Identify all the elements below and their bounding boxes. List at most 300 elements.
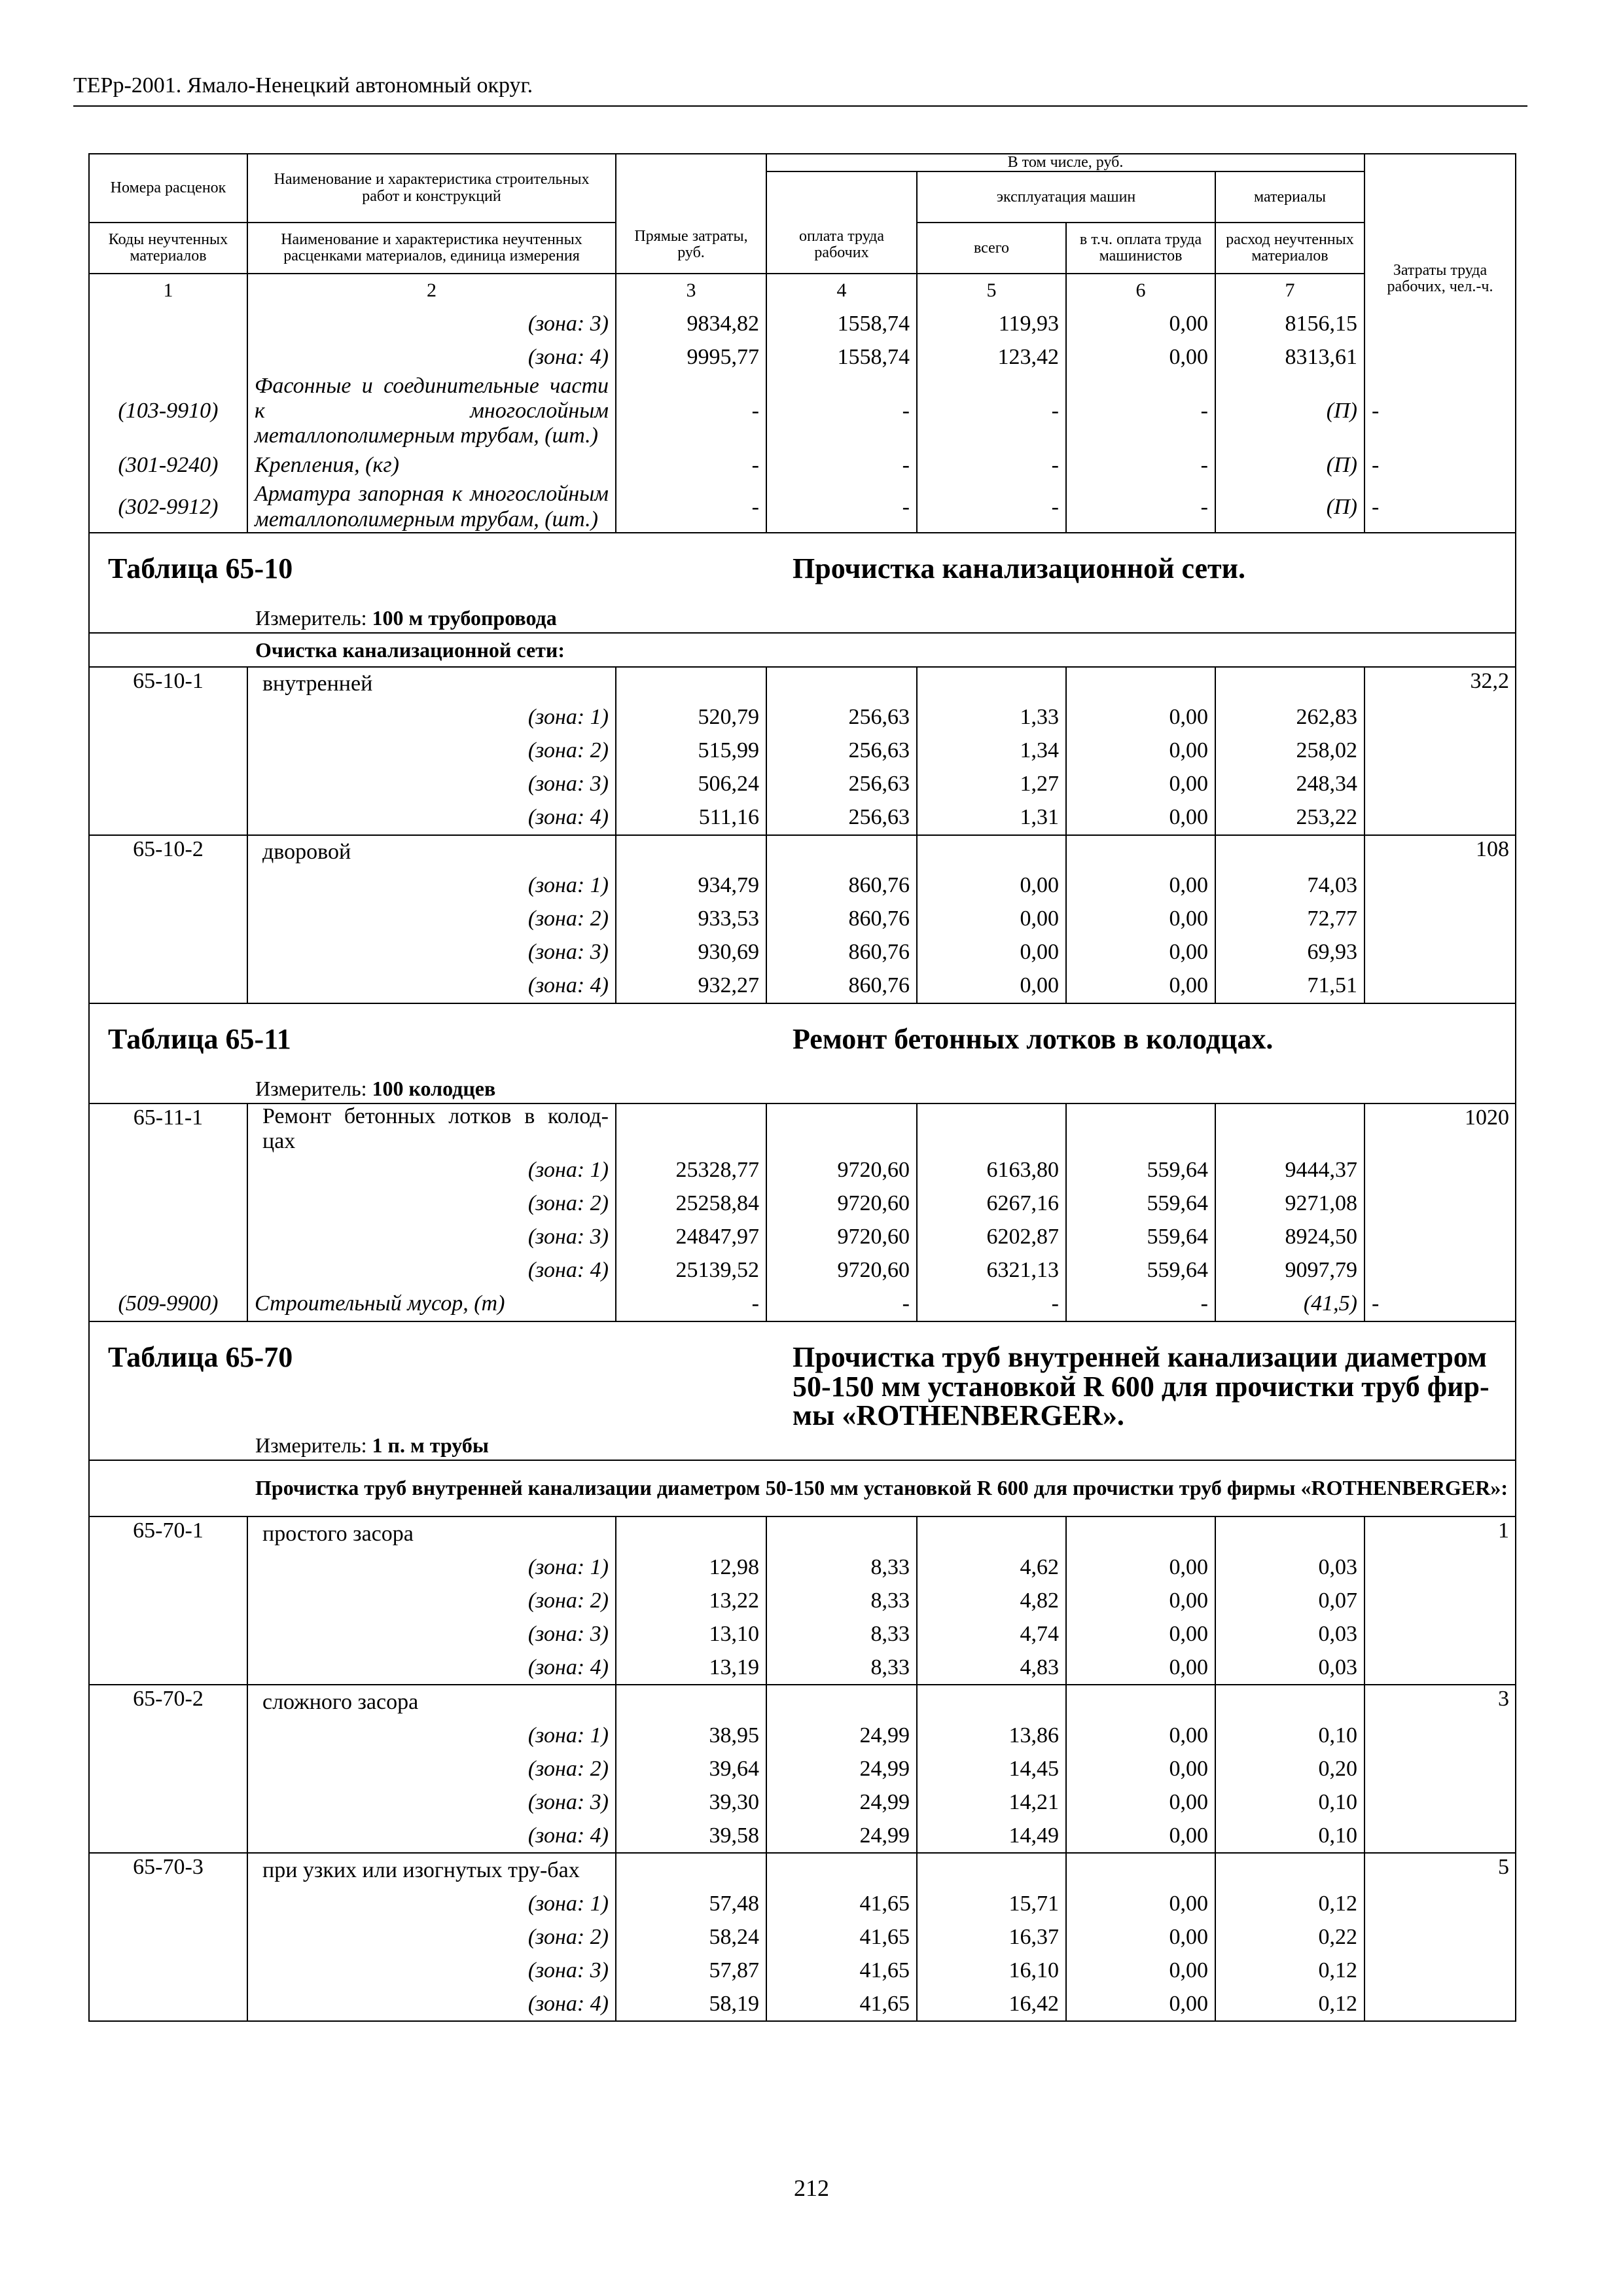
- zone-row: [89, 1154, 1516, 1187]
- table-title-row: [89, 554, 1516, 603]
- item-row: [89, 1685, 1516, 1719]
- value-cell: 9720,60: [766, 1221, 917, 1254]
- value-cell: 41,65: [766, 1954, 917, 1987]
- value-cell: 13,19: [616, 1651, 766, 1685]
- zone-label: (зона: 2): [247, 734, 616, 768]
- zone-label: (зона: 1): [247, 1887, 616, 1920]
- value-cell: 0,00: [917, 869, 1066, 903]
- empty-cell: [616, 1853, 766, 1887]
- measure-cell: [247, 603, 1516, 633]
- value-cell: 1,31: [917, 801, 1066, 835]
- value-cell: 6321,13: [917, 1254, 1066, 1287]
- value-cell: 0,10: [1215, 1785, 1364, 1819]
- dash-cell: -: [1364, 482, 1516, 532]
- item-row: [89, 835, 1516, 869]
- table-label: Таблица 65-11: [108, 1024, 291, 1055]
- rate-code: 65-70-2: [89, 1685, 247, 1853]
- rate-code: 65-10-1: [89, 667, 247, 835]
- header-rule: [73, 105, 1527, 107]
- zone-row: [89, 969, 1516, 1003]
- labor-cost: 5: [1364, 1853, 1516, 2021]
- value-cell: 932,27: [616, 969, 766, 1003]
- dash-cell: -: [917, 1287, 1066, 1321]
- value-cell: 4,74: [917, 1617, 1066, 1651]
- col-numbers-row: [89, 274, 1516, 307]
- value-cell: 520,79: [616, 701, 766, 734]
- rates-table: [88, 153, 1516, 2022]
- value-cell: 9097,79: [1215, 1254, 1364, 1287]
- zone-label: (зона: 3): [247, 1617, 616, 1651]
- value-cell: 8313,61: [1215, 340, 1364, 374]
- dash-cell: -: [917, 374, 1066, 448]
- col-number: 1: [89, 274, 247, 307]
- value-cell: 8,33: [766, 1584, 917, 1617]
- rate-code: 65-11-1: [89, 1103, 247, 1287]
- value-cell: 0,00: [1066, 1887, 1215, 1920]
- material-code: (103-9910): [118, 399, 219, 423]
- value-cell: 0,00: [1066, 307, 1215, 340]
- table-title-cell: [766, 1343, 1516, 1431]
- value-cell: 0,00: [1066, 801, 1215, 835]
- value-cell: 9720,60: [766, 1154, 917, 1187]
- dash-cell: -: [766, 482, 917, 532]
- value-cell: 0,00: [917, 903, 1066, 936]
- value-cell: 0,00: [1066, 701, 1215, 734]
- material-qty: (41,5): [1215, 1287, 1364, 1321]
- zone-row: [89, 1187, 1516, 1221]
- value-cell: 0,20: [1215, 1752, 1364, 1785]
- empty-cell: [766, 1516, 917, 1551]
- zone-row: [89, 1617, 1516, 1651]
- labor-cost: 3: [1364, 1685, 1516, 1853]
- value-cell: 72,77: [1215, 903, 1364, 936]
- zone-row: [89, 701, 1516, 734]
- material-code: (301-9240): [118, 452, 219, 477]
- value-cell: 69,93: [1215, 936, 1364, 969]
- value-cell: 0,12: [1215, 1887, 1364, 1920]
- table-title-cell: [766, 554, 1516, 603]
- value-cell: 511,16: [616, 801, 766, 835]
- zone-row: [89, 1987, 1516, 2021]
- value-cell: 39,64: [616, 1752, 766, 1785]
- spacer: [89, 533, 1516, 554]
- value-cell: 8924,50: [1215, 1221, 1364, 1254]
- measure-row: [89, 1431, 1516, 1460]
- measure-cell: [247, 1431, 1516, 1460]
- work-name: сложного засора: [247, 1685, 616, 1719]
- col-head-including: В том числе, руб.: [766, 154, 1364, 171]
- zone-row: [89, 936, 1516, 969]
- dash-cell: -: [1364, 1287, 1516, 1321]
- value-cell: 256,63: [766, 701, 917, 734]
- value-cell: 9834,82: [616, 307, 766, 340]
- value-cell: 4,82: [917, 1584, 1066, 1617]
- dash-cell: -: [616, 448, 766, 482]
- value-cell: 9720,60: [766, 1187, 917, 1221]
- value-cell: 57,87: [616, 1954, 766, 1987]
- value-cell: 860,76: [766, 969, 917, 1003]
- value-cell: 0,00: [917, 936, 1066, 969]
- value-cell: 0,00: [1066, 1617, 1215, 1651]
- empty-cell: [917, 667, 1066, 701]
- value-cell: 559,64: [1066, 1254, 1215, 1287]
- empty-cell: [1215, 1685, 1364, 1719]
- zone-row: [89, 869, 1516, 903]
- group-spacer: [89, 1460, 247, 1516]
- measure-prefix: Измеритель:: [255, 1433, 367, 1458]
- value-cell: 41,65: [766, 1987, 917, 2021]
- value-cell: 16,10: [917, 1954, 1066, 1987]
- zone-label: (зона: 4): [247, 1651, 616, 1685]
- empty-cell: [1066, 1516, 1215, 1551]
- value-cell: 119,93: [917, 307, 1066, 340]
- value-cell: 15,71: [917, 1887, 1066, 1920]
- value-cell: 256,63: [766, 768, 917, 801]
- zone-label: (зона: 4): [247, 969, 616, 1003]
- value-cell: 506,24: [616, 768, 766, 801]
- value-cell: 559,64: [1066, 1187, 1215, 1221]
- col-head-incl-operators: в т.ч. оплата труда машинистов: [1066, 223, 1215, 274]
- table-label: Таблица 65-70: [108, 1342, 293, 1373]
- col-head-unacc-materials: расход неучтенных материалов: [1215, 223, 1364, 274]
- zone-row: [89, 1752, 1516, 1785]
- empty-cell: [616, 1103, 766, 1154]
- value-cell: 38,95: [616, 1719, 766, 1752]
- value-cell: 0,03: [1215, 1551, 1364, 1584]
- value-cell: 256,63: [766, 734, 917, 768]
- work-name: дворовой: [247, 835, 616, 869]
- value-cell: 0,00: [1066, 340, 1215, 374]
- value-cell: 248,34: [1215, 768, 1364, 801]
- zone-label: (зона: 1): [247, 1154, 616, 1187]
- value-cell: 71,51: [1215, 969, 1364, 1003]
- value-cell: 123,42: [917, 340, 1066, 374]
- zone-label: (зона: 3): [247, 768, 616, 801]
- value-cell: 13,86: [917, 1719, 1066, 1752]
- value-cell: 41,65: [766, 1920, 917, 1954]
- empty-labor: [1364, 307, 1516, 374]
- col-number: 6: [1066, 274, 1215, 307]
- empty-cell: [1215, 1853, 1364, 1887]
- empty-cell: [766, 1103, 917, 1154]
- table-title: Прочистка канализационной сети.: [793, 554, 1246, 584]
- item-row: [89, 1853, 1516, 1887]
- material-code: (509-9900): [118, 1291, 219, 1316]
- dash-cell: -: [917, 482, 1066, 532]
- table-title-cell: [766, 1025, 1516, 1074]
- value-cell: 8,33: [766, 1651, 917, 1685]
- labor-cost: 108: [1364, 835, 1516, 1003]
- value-cell: 9271,08: [1215, 1187, 1364, 1221]
- value-cell: 0,00: [1066, 1987, 1215, 2021]
- value-cell: 253,22: [1215, 801, 1364, 835]
- table-title-row: [89, 1343, 1516, 1431]
- col-number: 5: [917, 274, 1066, 307]
- value-cell: 13,22: [616, 1584, 766, 1617]
- labor-cost: 1: [1364, 1516, 1516, 1685]
- value-cell: 39,30: [616, 1785, 766, 1819]
- value-cell: 41,65: [766, 1887, 917, 1920]
- material-name: Строительный мусор, (т): [247, 1287, 616, 1321]
- value-cell: 0,22: [1215, 1920, 1364, 1954]
- spacer: [89, 1003, 1516, 1025]
- col-head-total: всего: [917, 223, 1066, 274]
- zone-label: (зона: 4): [247, 1819, 616, 1853]
- value-cell: 24,99: [766, 1819, 917, 1853]
- value-cell: 9444,37: [1215, 1154, 1364, 1187]
- value-cell: 0,00: [1066, 1584, 1215, 1617]
- spacer-row: [89, 1321, 1516, 1343]
- value-cell: 24,99: [766, 1785, 917, 1819]
- material-row: [89, 482, 1516, 532]
- value-cell: 559,64: [1066, 1221, 1215, 1254]
- empty-cell: [1066, 835, 1215, 869]
- empty-cell: [766, 667, 917, 701]
- empty-cell: [766, 835, 917, 869]
- zone-row: [89, 1719, 1516, 1752]
- zone-label: (зона: 4): [247, 340, 616, 374]
- col-head-name: Наименование и характеристика строительных работ и конструкций: [247, 154, 616, 223]
- zone-label: (зона: 2): [247, 1187, 616, 1221]
- value-cell: 8,33: [766, 1551, 917, 1584]
- zone-label: (зона: 3): [247, 936, 616, 969]
- zone-row: [89, 903, 1516, 936]
- dash-cell: -: [1364, 374, 1516, 448]
- zone-label: (зона: 1): [247, 1551, 616, 1584]
- empty-cell: [1066, 1853, 1215, 1887]
- material-code: (302-9912): [118, 494, 219, 519]
- empty-cell: [616, 1516, 766, 1551]
- material-row: [89, 374, 1516, 448]
- col-number: 7: [1215, 274, 1364, 307]
- zone-row: [89, 1954, 1516, 1987]
- value-cell: 6163,80: [917, 1154, 1066, 1187]
- group-title: Прочистка труб внутренней канализации диаметром 50-150 мм установкой R 600 для прочистки труб фирмы «ROTHENBERGER»:: [247, 1460, 1516, 1516]
- value-cell: 0,07: [1215, 1584, 1364, 1617]
- material-row: [89, 448, 1516, 482]
- value-cell: 0,00: [1066, 1954, 1215, 1987]
- empty-cell: [917, 1685, 1066, 1719]
- zone-label: (зона: 3): [247, 1221, 616, 1254]
- table-label-cell: [89, 554, 766, 603]
- zone-label: (зона: 4): [247, 801, 616, 835]
- value-cell: 57,48: [616, 1887, 766, 1920]
- value-cell: 74,03: [1215, 869, 1364, 903]
- zone-label: (зона: 1): [247, 1719, 616, 1752]
- value-cell: 258,02: [1215, 734, 1364, 768]
- measure-row: [89, 603, 1516, 633]
- col-head-direct: Прямые затраты, руб.: [616, 154, 766, 274]
- col-head-rates: Номера расценок: [110, 179, 226, 196]
- empty-cell: [766, 1853, 917, 1887]
- item-row: [89, 1103, 1516, 1154]
- item-row: [89, 667, 1516, 701]
- empty-cell: [1066, 1103, 1215, 1154]
- empty-cell: [917, 1516, 1066, 1551]
- zone-row: [89, 1254, 1516, 1287]
- value-cell: 4,83: [917, 1651, 1066, 1685]
- value-cell: 1,27: [917, 768, 1066, 801]
- work-name: внутренней: [247, 667, 616, 701]
- value-cell: 0,00: [1066, 734, 1215, 768]
- table-label: Таблица 65-10: [108, 554, 293, 584]
- col-head-machines: эксплуатация машин: [917, 171, 1215, 223]
- value-cell: 559,64: [1066, 1154, 1215, 1187]
- value-cell: 515,99: [616, 734, 766, 768]
- value-cell: 8,33: [766, 1617, 917, 1651]
- value-cell: 1,33: [917, 701, 1066, 734]
- measure-cell: [247, 1074, 1516, 1103]
- table-title-row: [89, 1025, 1516, 1074]
- value-cell: 24,99: [766, 1719, 917, 1752]
- zone-label: (зона: 2): [247, 1752, 616, 1785]
- value-cell: 24,99: [766, 1752, 917, 1785]
- work-name: простого засора: [247, 1516, 616, 1551]
- value-cell: 934,79: [616, 869, 766, 903]
- dash-cell: -: [1066, 482, 1215, 532]
- page-number: 212: [794, 2175, 829, 2201]
- value-cell: 0,00: [1066, 969, 1215, 1003]
- measure-spacer: [89, 1431, 247, 1460]
- value-cell: 860,76: [766, 936, 917, 969]
- item-row: [89, 1516, 1516, 1551]
- zone-label: (зона: 3): [247, 1954, 616, 1987]
- value-cell: 9720,60: [766, 1254, 917, 1287]
- labor-cost: 32,2: [1364, 667, 1516, 835]
- dash-cell: -: [1066, 448, 1215, 482]
- value-cell: 24847,97: [616, 1221, 766, 1254]
- zone-row: [89, 340, 1516, 374]
- zone-row: [89, 1221, 1516, 1254]
- dash-cell: -: [616, 482, 766, 532]
- value-cell: 14,45: [917, 1752, 1066, 1785]
- dash-cell: -: [1066, 374, 1215, 448]
- group-title: Очистка канализационной сети:: [247, 633, 1516, 667]
- labor-cost: 1020: [1364, 1103, 1516, 1287]
- material-qty: (П): [1215, 482, 1364, 532]
- col-number: 2: [247, 274, 616, 307]
- col-head-labor-pay: оплата труда рабочих: [766, 171, 917, 274]
- measure-value: 100 м трубопровода: [372, 605, 557, 630]
- zone-label: (зона: 2): [247, 1584, 616, 1617]
- measure-value: 100 колодцев: [372, 1076, 496, 1100]
- value-cell: 0,00: [1066, 768, 1215, 801]
- value-cell: 0,00: [1066, 903, 1215, 936]
- value-cell: 12,98: [616, 1551, 766, 1584]
- col-head-materials: материалы: [1215, 171, 1364, 223]
- dash-cell: -: [1364, 448, 1516, 482]
- spacer: [89, 1321, 1516, 1343]
- empty-cell: [616, 667, 766, 701]
- value-cell: 0,00: [1066, 1551, 1215, 1584]
- value-cell: 16,42: [917, 1987, 1066, 2021]
- empty-cell: [917, 1103, 1066, 1154]
- empty-cell: [766, 1685, 917, 1719]
- col-head-codes: Коды неучтенных материалов: [89, 223, 247, 274]
- dash-cell: -: [917, 448, 1066, 482]
- value-cell: 8156,15: [1215, 307, 1364, 340]
- zone-row: [89, 1887, 1516, 1920]
- group-row: [89, 1460, 1516, 1516]
- running-header: ТЕРр-2001. Ямало-Ненецкий автономный округ.: [73, 73, 533, 98]
- dash-cell: -: [1066, 1287, 1215, 1321]
- value-cell: 6267,16: [917, 1187, 1066, 1221]
- empty-cell: [1215, 1516, 1364, 1551]
- value-cell: 933,53: [616, 903, 766, 936]
- empty-cell: [1066, 667, 1215, 701]
- value-cell: 0,00: [1066, 1752, 1215, 1785]
- work-name: Ремонт бетонных лотков в колод-цах: [247, 1103, 616, 1154]
- empty-cell: [616, 1685, 766, 1719]
- value-cell: 1558,74: [766, 340, 917, 374]
- zone-row: [89, 1819, 1516, 1853]
- table-label-cell: [89, 1025, 766, 1074]
- value-cell: 0,03: [1215, 1617, 1364, 1651]
- zone-label: (зона: 4): [247, 1987, 616, 2021]
- value-cell: 0,00: [1066, 936, 1215, 969]
- empty-cell: [616, 835, 766, 869]
- value-cell: 25139,52: [616, 1254, 766, 1287]
- spacer-row: [89, 533, 1516, 554]
- table-label-cell: [89, 1343, 766, 1431]
- measure-spacer: [89, 1074, 247, 1103]
- measure-prefix: Измеритель:: [255, 1076, 367, 1100]
- zone-row: [89, 1785, 1516, 1819]
- dash-cell: -: [766, 374, 917, 448]
- value-cell: 25328,77: [616, 1154, 766, 1187]
- rate-code: 65-10-2: [89, 835, 247, 1003]
- zone-row: [89, 801, 1516, 835]
- empty-cell: [1215, 667, 1364, 701]
- table-title: мы «ROTHENBERGER».: [793, 1399, 1124, 1431]
- empty-cell: [1066, 1685, 1215, 1719]
- dash-cell: -: [766, 448, 917, 482]
- empty-cell: [917, 835, 1066, 869]
- zone-label: (зона: 1): [247, 701, 616, 734]
- value-cell: 6202,87: [917, 1221, 1066, 1254]
- material-qty: (П): [1215, 374, 1364, 448]
- value-cell: 4,62: [917, 1551, 1066, 1584]
- value-cell: 14,21: [917, 1785, 1066, 1819]
- zone-label: (зона: 3): [247, 307, 616, 340]
- value-cell: 1,34: [917, 734, 1066, 768]
- table-body: [89, 307, 1516, 2021]
- measure-spacer: [89, 603, 247, 633]
- zone-label: (зона: 1): [247, 869, 616, 903]
- material-name: Арматура запорная к многослойным металлополимерным трубам, (шт.): [247, 482, 616, 532]
- col-number: 4: [766, 274, 917, 307]
- col-head-labor-cost: Затраты труда рабочих, чел.-ч.: [1364, 154, 1516, 307]
- zone-label: (зона: 2): [247, 1920, 616, 1954]
- value-cell: 14,49: [917, 1819, 1066, 1853]
- empty-cell: [1215, 835, 1364, 869]
- group-spacer: [89, 633, 247, 667]
- value-cell: 860,76: [766, 903, 917, 936]
- material-name: Фасонные и соединительные части к многослойным металлополимерным трубам, (шт.): [247, 374, 616, 448]
- work-name: при узких или изогнутых тру-бах: [247, 1853, 616, 1887]
- value-cell: 0,00: [917, 969, 1066, 1003]
- zone-label: (зона: 4): [247, 1254, 616, 1287]
- value-cell: 0,00: [1066, 1719, 1215, 1752]
- empty-cell: [1215, 1103, 1364, 1154]
- value-cell: 9995,77: [616, 340, 766, 374]
- header-row-1: [89, 154, 1516, 171]
- dash-cell: -: [616, 374, 766, 448]
- value-cell: 0,00: [1066, 1785, 1215, 1819]
- value-cell: 0,10: [1215, 1819, 1364, 1853]
- zone-row: [89, 1584, 1516, 1617]
- zone-label: (зона: 2): [247, 903, 616, 936]
